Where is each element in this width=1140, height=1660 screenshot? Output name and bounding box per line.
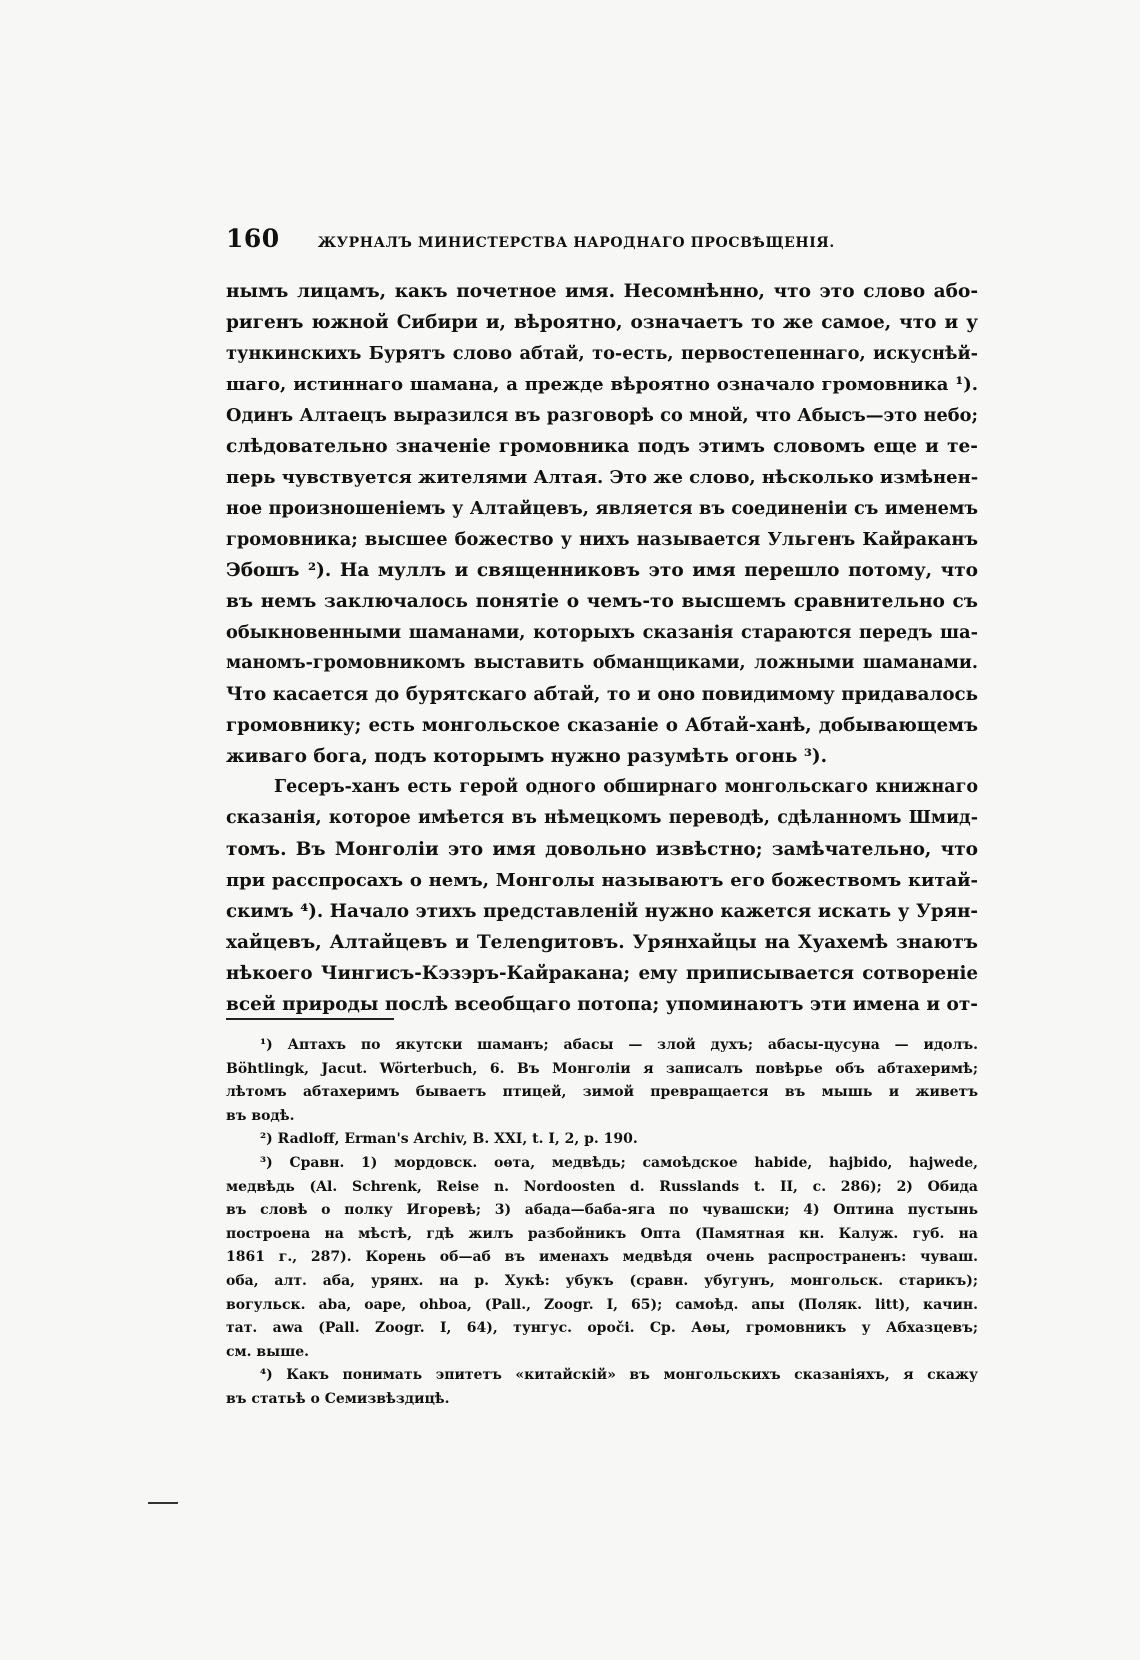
text-line: при расспросахъ о немъ, Монголы называютъ его божествомъ китай- xyxy=(226,870,978,891)
footnote-line: ⁴) Какъ понимать эпитетъ «китайскій» въ монгольскихъ сказаніяхъ, я скажу xyxy=(260,1367,978,1384)
text-line: Что касается до бурятскаго абтай, то и оно повидимому придавалось xyxy=(226,684,978,705)
footnote-line: въ словѣ о полку Игоревѣ; 3) абада—баба-яга по чувашски; 4) Оптина пустынь xyxy=(226,1202,978,1219)
footnote-line: 1861 г., 287). Корень об—аб въ именахъ медвѣдя очень распространенъ: чуваш. xyxy=(226,1249,978,1266)
text-line: нѣкоего Чингисъ-Кэзэръ-Кайракана; ему приписывается сотвореніе xyxy=(226,963,978,984)
text-line: громовнику; есть монгольское сказаніе о Абтай-ханѣ, добывающемъ xyxy=(226,715,978,736)
footnote-line: ³) Сравн. 1) мордовск. оѳта, медвѣдь; самоѣдское habide, hajbido, hajwede, xyxy=(260,1154,978,1171)
footnotes xyxy=(226,1034,978,1412)
footnote-line: см. выше. xyxy=(226,1343,310,1360)
scan-mark xyxy=(148,1502,178,1504)
text-line: хайцевъ, Алтайцевъ и Телеngитовъ. Урянхайцы на Хуахемѣ знаютъ xyxy=(226,932,978,953)
running-title: ЖУРНАЛЪ МИНИСТЕРСТВА НАРОДНАГО ПРОСВѢЩЕНІЯ. xyxy=(317,235,835,251)
footnote-line: оба, алт. аба, урянх. на р. Хукѣ: убукъ (сравн. убугунъ, монгольск. старикъ); xyxy=(226,1272,978,1289)
text-line: скимъ ⁴). Начало этихъ представленій нужно кажется искать у Урян- xyxy=(226,901,978,922)
footnote-line: Böhtlingk, Jacut. Wörterbuch, 6. Въ Монголіи я записалъ повѣрье объ абтахеримѣ; xyxy=(226,1060,978,1077)
footnote-line: въ статьѣ о Семизвѣздицѣ. xyxy=(226,1390,450,1407)
text-line: перь чувствуется жителями Алтая. Это же слово, нѣсколько измѣнен- xyxy=(226,467,979,488)
text-line: шаго, истиннаго шамана, а прежде вѣроятно означало громовника ¹). xyxy=(226,374,978,395)
text-line: тункинскихъ Бурятъ слово абтай, то-есть, первостепеннаго, искуснѣй- xyxy=(226,343,978,364)
main-text xyxy=(226,276,978,1020)
text-line: обыкновенными шаманами, которыхъ сказанія стараются передъ ша- xyxy=(226,622,978,643)
page-number: 160 xyxy=(226,224,280,253)
text-line: сказанія, которое имѣется въ нѣмецкомъ переводѣ, сдѣланномъ Шмид- xyxy=(226,808,978,828)
text-line: маномъ-громовникомъ выставить обманщиками, ложными шаманами. xyxy=(226,653,978,673)
text-line: живаго бога, подъ которымъ нужно разумѣть огонь ³). xyxy=(226,746,828,767)
text-line: ное произношеніемъ у Алтайцевъ, является въ соединеніи съ именемъ xyxy=(226,498,978,519)
text-line: нымъ лицамъ, какъ почетное имя. Несомнѣнно, что это слово або- xyxy=(226,281,978,302)
text-line: громовника; высшее божество у нихъ называется Ульгенъ Кайраканъ xyxy=(226,529,978,550)
text-line: слѣдовательно значеніе громовника подъ этимъ словомъ еще и те- xyxy=(226,436,978,457)
page-header xyxy=(226,224,986,258)
footnote-line: ²) Radloff, Erman's Archiv, B. XXI, t. I, 2, p. 190. xyxy=(260,1131,638,1148)
text-line: томъ. Въ Монголіи это имя довольно извѣстно; замѣчательно, что xyxy=(226,839,978,860)
text-line: Эбошъ ²). На муллъ и священниковъ это имя перешло потому, что xyxy=(226,560,978,581)
paragraph-start-line: Гесеръ-ханъ есть герой одного обширнаго монгольскаго книжнаго xyxy=(274,777,978,797)
text-line: ригенъ южной Сибири и, вѣроятно, означаетъ то же самое, что и у xyxy=(226,312,978,333)
footnote-line: лѣтомъ абтахеримъ бываетъ птицей, зимой превращается въ мышь и живетъ xyxy=(226,1084,978,1101)
footnote-line: построена на мѣстѣ, гдѣ жилъ разбойникъ Опта (Памятная кн. Калуж. губ. на xyxy=(226,1225,978,1242)
text-line: Одинъ Алтаецъ выразился въ разговорѣ со мной, что Абысъ—это небо; xyxy=(226,405,978,426)
footnote-line: медвѣдь (Al. Schrenk, Reise n. Nordoosten d. Russlands t. II, c. 286); 2) Обида xyxy=(226,1178,978,1195)
footnote-line: въ водѣ. xyxy=(226,1107,295,1124)
footnote-line: ¹) Аптахъ по якутски шаманъ; абасы — злой духъ; абасы-цусуна — идолъ. xyxy=(260,1037,978,1053)
footnote-line: тат. awa (Pall. Zoogr. I, 64), тунгус. opoči. Ср. Аѳы, громовникъ у Абхазцевъ; xyxy=(226,1320,978,1337)
text-line: всей природы послѣ всеобщаго потопа; упоминаютъ эти имена и от- xyxy=(226,994,978,1015)
text-line: въ немъ заключалось понятіе о чемъ-то высшемъ сравнительно съ xyxy=(226,591,978,612)
footnote-line: вогульск. aba, oape, ohboa, (Pall., Zoogr. I, 65); самоѣд. апы (Поляк. litt), качин. xyxy=(226,1296,978,1313)
footnote-divider xyxy=(226,1018,394,1020)
